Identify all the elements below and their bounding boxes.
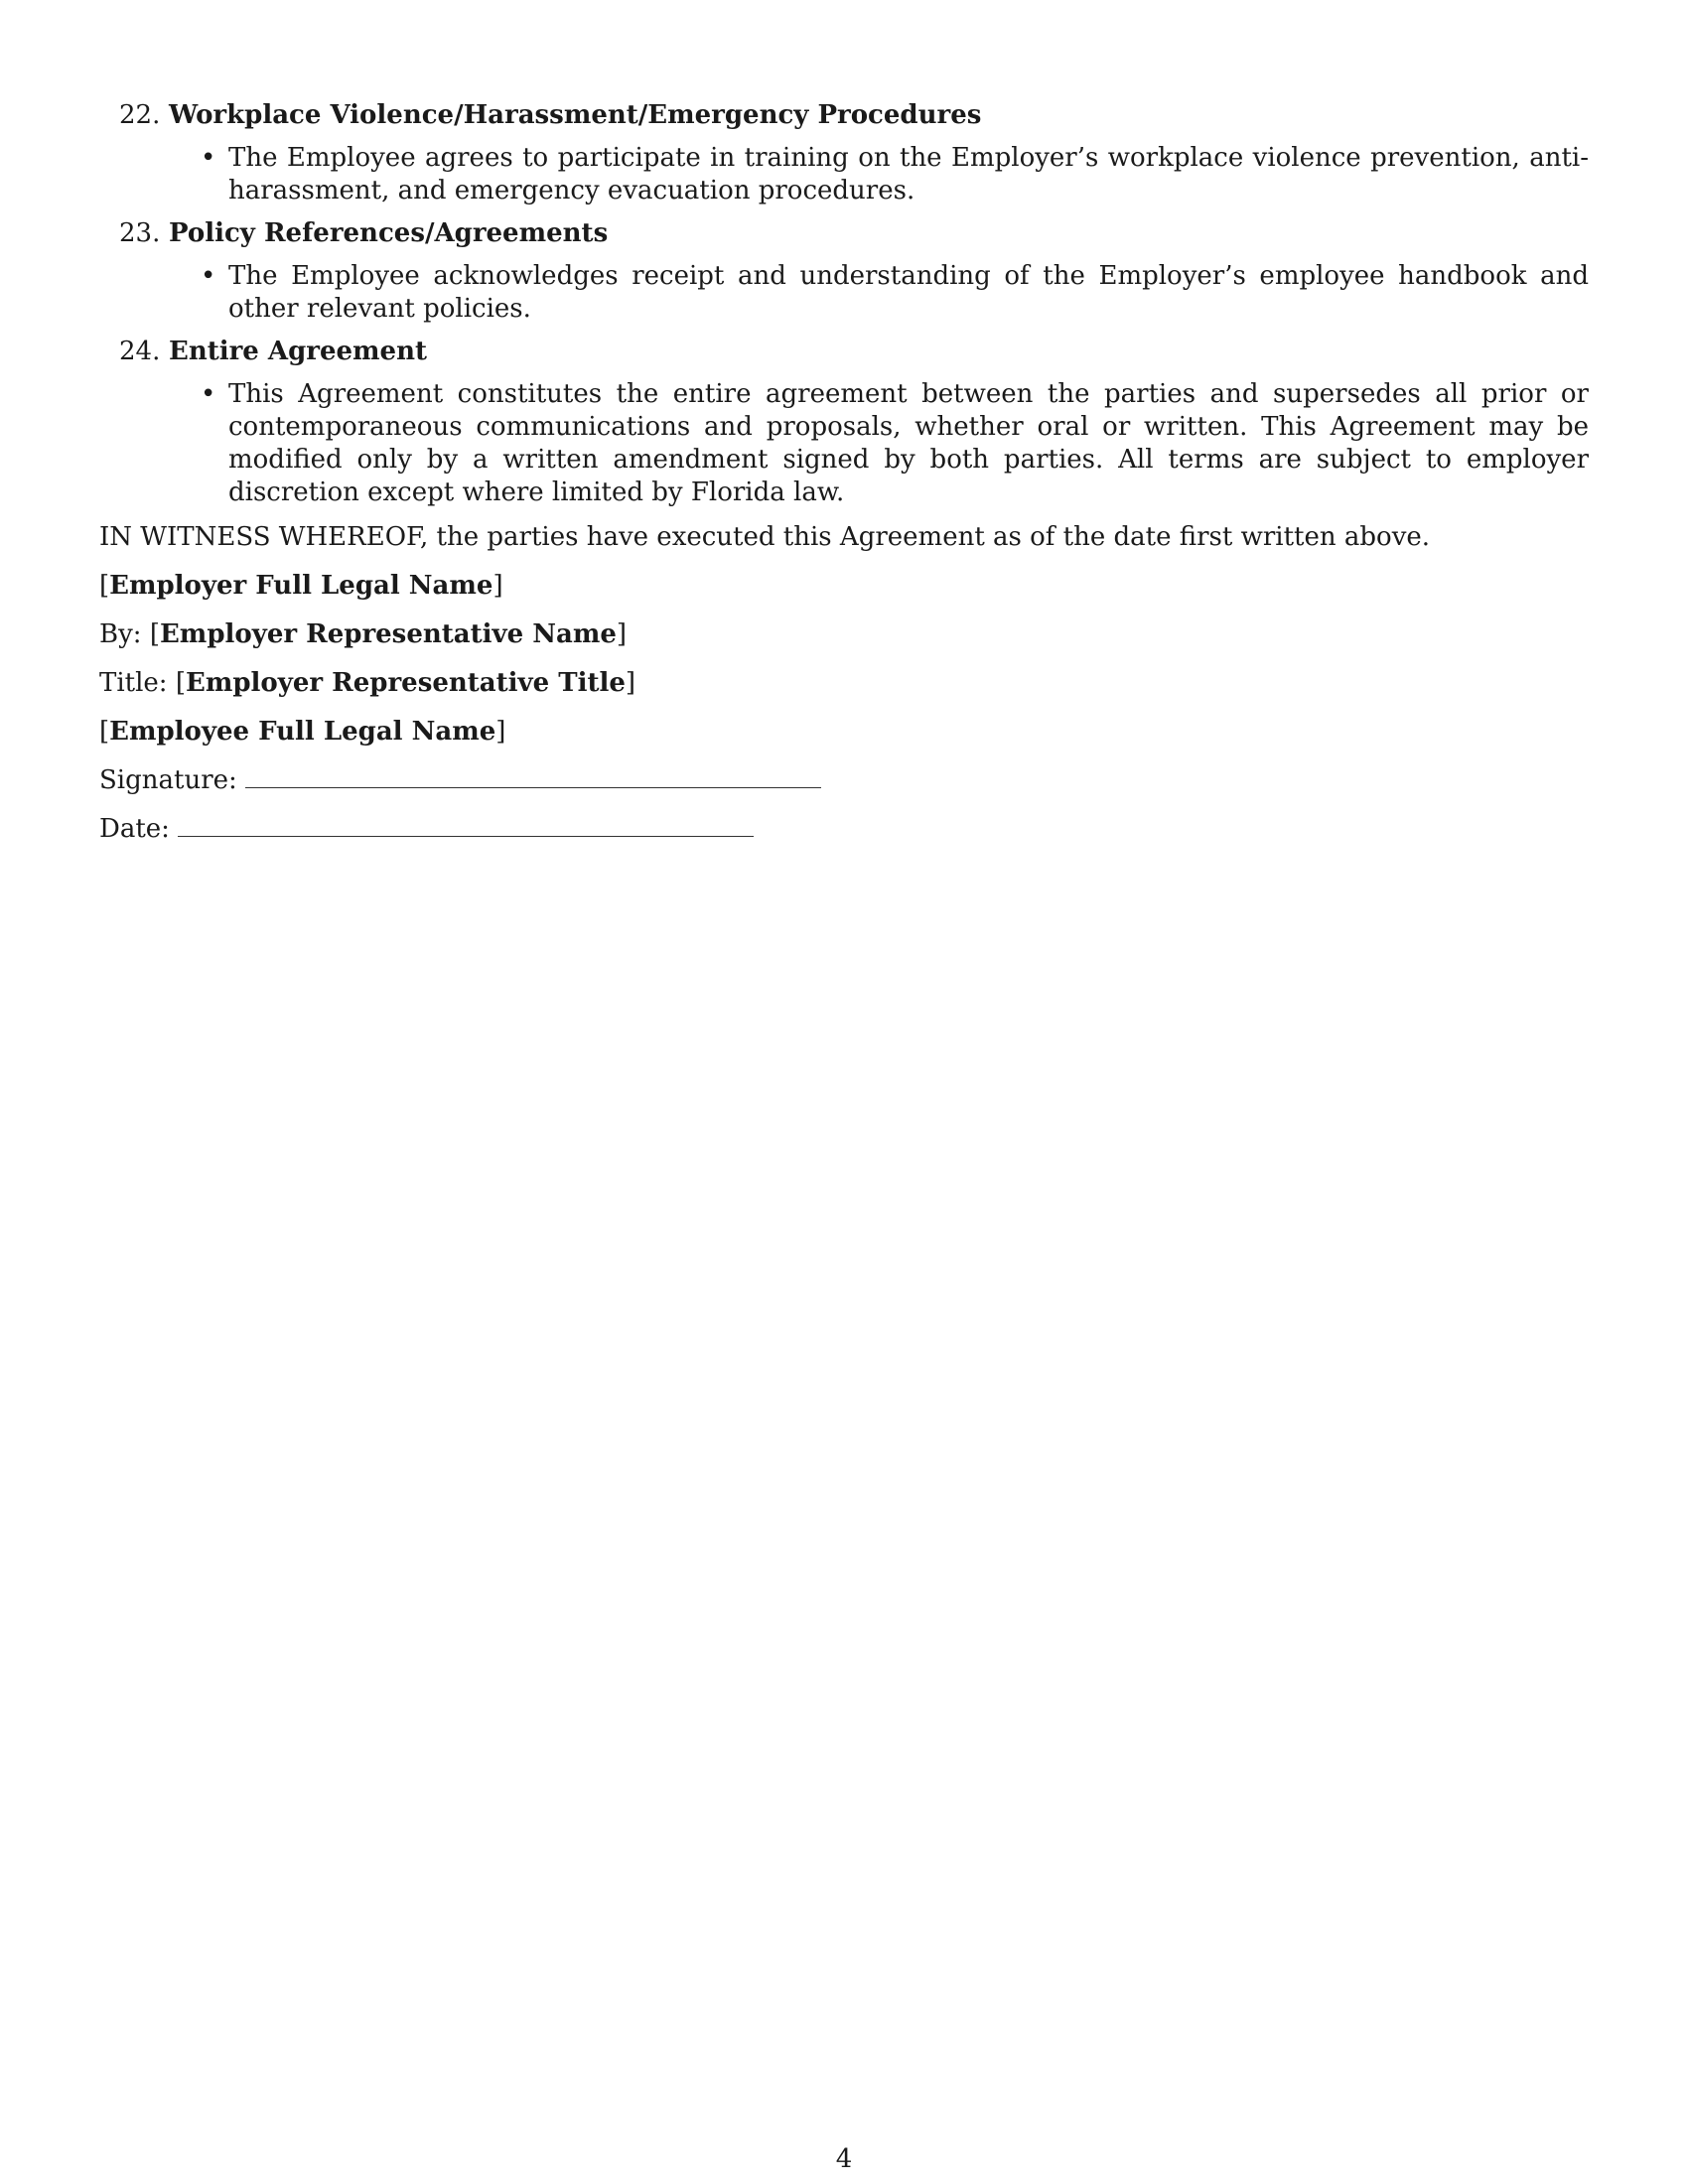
signature-field[interactable] bbox=[245, 767, 821, 788]
title-line: Title: [Employer Representative Title] bbox=[99, 668, 636, 698]
signature-line bbox=[99, 764, 1589, 797]
rep-name-placeholder: Employer Representative Name bbox=[159, 619, 617, 649]
title-label: Title: bbox=[99, 668, 168, 698]
employee-name-line: [Employee Full Legal Name] bbox=[99, 717, 506, 747]
bullet-icon: • bbox=[201, 143, 216, 173]
bullet-icon: • bbox=[201, 379, 216, 409]
by-line: By: [Employer Representative Name] bbox=[99, 619, 628, 649]
bullet-text: The Employee acknowledges receipt and understanding of the Employer’s employee handbook and other relevant policies. bbox=[228, 261, 1589, 324]
rep-title-placeholder: Employer Representative Title bbox=[186, 668, 626, 698]
section-number: 24. bbox=[119, 337, 161, 366]
date-label: Date: bbox=[99, 814, 170, 844]
section-title: Policy References/Agreements bbox=[169, 218, 609, 248]
page-number: 4 bbox=[835, 2144, 853, 2174]
employer-name-placeholder: Employer Full Legal Name bbox=[109, 571, 493, 601]
section-header bbox=[99, 336, 1589, 368]
bullet-item bbox=[99, 378, 1589, 509]
bullet-item bbox=[99, 260, 1589, 326]
signature-label: Signature: bbox=[99, 765, 237, 795]
date-field[interactable] bbox=[178, 816, 754, 837]
witness-clause: IN WITNESS WHEREOF, the parties have executed this Agreement as of the date first written above. bbox=[99, 522, 1431, 552]
section-header bbox=[99, 99, 1589, 132]
section-number: 23. bbox=[119, 218, 161, 248]
section-title: Workplace Violence/Harassment/Emergency Procedures bbox=[169, 100, 982, 130]
bullet-icon: • bbox=[201, 261, 216, 291]
document-page bbox=[99, 99, 1589, 846]
section-22 bbox=[99, 99, 1589, 207]
section-24 bbox=[99, 336, 1589, 509]
date-line bbox=[99, 813, 1589, 846]
section-header bbox=[99, 217, 1589, 250]
section-23 bbox=[99, 217, 1589, 326]
section-title: Entire Agreement bbox=[169, 337, 427, 366]
bullet-text: The Employee agrees to participate in training on the Employer’s workplace violence prevention, anti-harassment, and emergency evacuation procedures. bbox=[228, 143, 1589, 205]
employee-name-placeholder: Employee Full Legal Name bbox=[109, 717, 496, 747]
by-label: By: bbox=[99, 619, 142, 649]
bullet-item bbox=[99, 142, 1589, 207]
bullet-text: This Agreement constitutes the entire agreement between the parties and supersedes all prior or contemporaneous communications and proposals, whether oral or written. This Agreement may be modified only by a written amendment signed by both parties. All terms are subject to employer discretion except where limited by Florida law. bbox=[228, 379, 1589, 507]
employer-name-line: [Employer Full Legal Name] bbox=[99, 571, 503, 601]
section-number: 22. bbox=[119, 100, 161, 130]
